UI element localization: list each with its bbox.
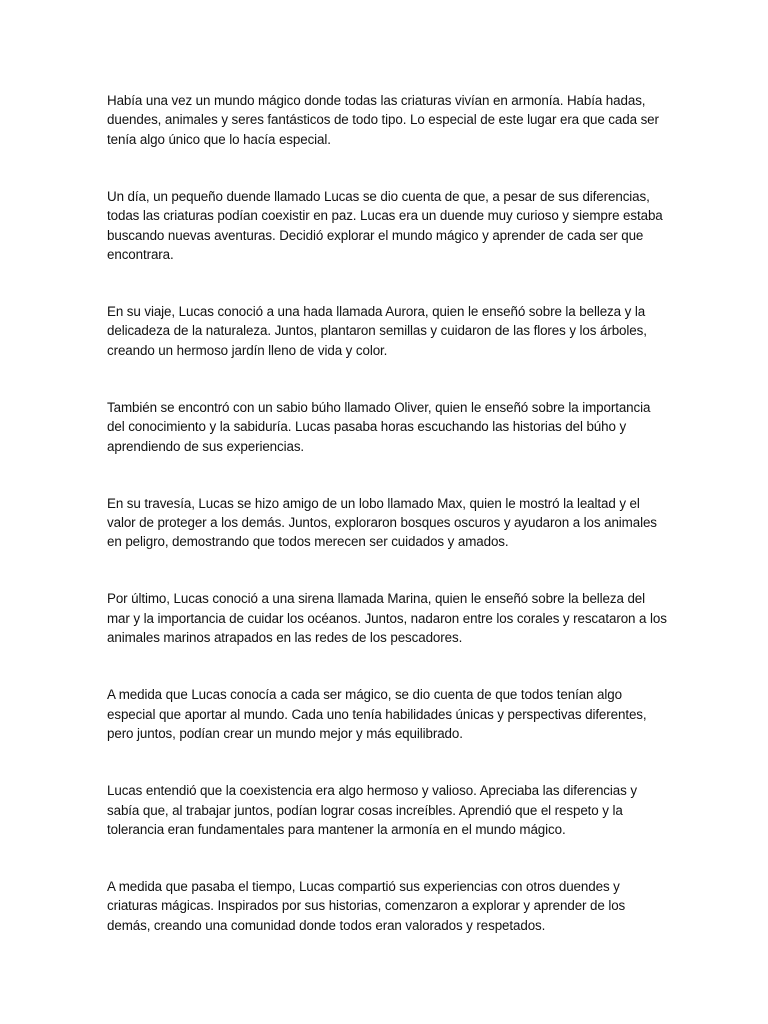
paragraph-7: A medida que Lucas conocía a cada ser mágico, se dio cuenta de que todos tenían algo especial que aportar al mundo. Cada uno tenía habilidades únicas y perspectivas diferentes, pero juntos, podían crear un mundo mejor y más equilibrado.: [107, 687, 647, 742]
paragraph-1: Había una vez un mundo mágico donde todas las criaturas vivían en armonía. Había hadas, duendes, animales y seres fantásticos de todo tipo. Lo especial de este lugar era que cada ser tenía algo único que lo hacía especial.: [107, 93, 659, 147]
paragraph-5: En su travesía, Lucas se hizo amigo de un lobo llamado Max, quien le mostró la lealtad y el valor de proteger a los demás. Juntos, exploraron bosques oscuros y ayudaron a los animales en peligro, demostrando que todos merecen ser cuidados y amados.: [107, 495, 657, 550]
paragraph-8: Lucas entendió que la coexistencia era algo hermoso y valioso. Apreciaba las diferencias y sabía que, al trabajar juntos, podían lograr cosas increíbles. Aprendió que el respeto y la tolerancia eran fundamentales para mantener la armonía en el mundo mágico.: [107, 783, 637, 837]
paragraph-4: También se encontró con un sabio búho llamado Oliver, quien le enseñó sobre la importancia del conocimiento y la sabiduría. Lucas pasaba horas escuchando las historias del búho y aprendiendo de sus experiencias.: [107, 399, 651, 454]
paragraph-6: Por último, Lucas conoció a una sirena llamada Marina, quien le enseñó sobre la belleza del mar y la importancia de cuidar los océanos. Juntos, nadaron entre los corales y rescataron a los animales marinos atrapados en las redes de los pescadores.: [107, 591, 667, 646]
document-body: [107, 91, 667, 935]
paragraph-3: En su viaje, Lucas conoció a una hada llamada Aurora, quien le enseñó sobre la belleza y la delicadeza de la naturaleza. Juntos, plantaron semillas y cuidaron de las flores y los árboles, creando un hermoso jardín lleno de vida y color.: [107, 304, 647, 358]
paragraph-2: Un día, un pequeño duende llamado Lucas se dio cuenta de que, a pesar de sus diferencias, todas las criaturas podían coexistir en paz. Lucas era un duende muy curioso y siempre estaba buscando nuevas aventuras. Decidió explorar el mundo mágico y aprender de cada ser que encontrara.: [107, 188, 663, 263]
paragraph-9: A medida que pasaba el tiempo, Lucas compartió sus experiencias con otros duendes y criaturas mágicas. Inspirados por sus historias, comenzaron a explorar y aprender de los demás, creando una comunidad donde todos eran valorados y respetados.: [107, 878, 626, 933]
